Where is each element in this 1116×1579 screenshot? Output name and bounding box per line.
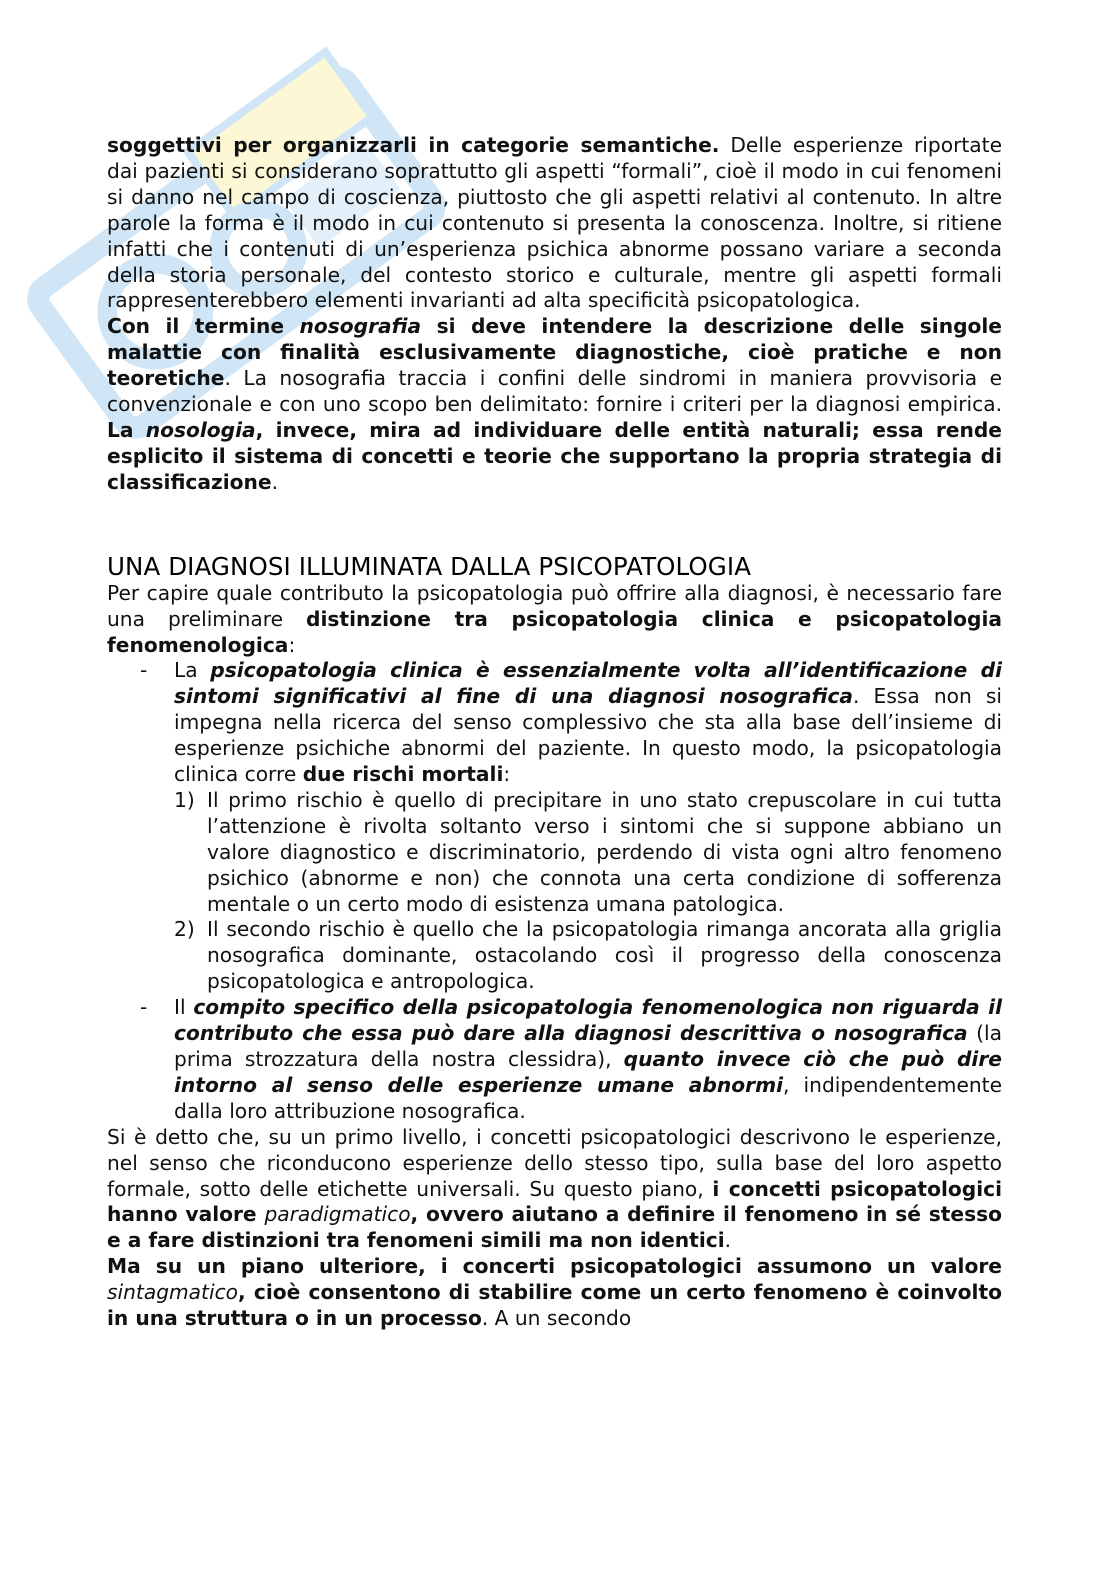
- paragraph-valore-paradigmatico: Si è detto che, su un primo livello, i concetti psicopatologici descrivono le esperienze, nel senso che riconducono esperienze dello stesso tipo, sulla base del loro aspetto formale, sotto delle etichette universali. Su questo piano, i concetti psicopatologici hanno valore paradigmatico, ovvero aiutano a definire il fenomeno in sé stesso e a fare distinzioni tra fenomeni simili ma non identici.: [107, 1124, 1002, 1253]
- list-item-text: Il primo rischio è quello di precipitare in uno stato crepuscolare in cui tutta l’attenzione è rivolta soltanto verso i sintomi che si suppone abbiano un valore diagnostico e discriminatorio, perdendo di vista ogni altro fenomeno psichico (abnorme e non) che connota una certa condizione di sofferenza mentale o un certo modo di esistenza umana patologica.: [207, 787, 1002, 916]
- list-marker: -: [140, 658, 148, 683]
- paragraph-nosografia-nosologia: Con il termine nosografia si deve intendere la descrizione delle singole malattie con finalità esclusivamente diagnostiche, cioè pratiche e non teoretiche. La nosografia traccia i confini delle sindromi in maniera provvisoria e convenzionale e con uno scopo ben delimitato: fornire i criteri per la diagnosi empirica. La nosologia, invece, mira ad individuare delle entità naturali; essa rende esplicito il sistema di concetti e teorie che supportano la propria strategia di classificazione.: [107, 314, 1002, 494]
- list-item-secondo-rischio: [174, 917, 1002, 995]
- paragraph-forma-contenuto: soggettivi per organizzarli in categorie semantiche. Delle esperienze riportate dai pazienti si considerano soprattutto gli aspetti “formali”, cioè il modo in cui fenomeni si danno nel campo di coscienza, piuttosto che gli aspetti relativi al contenuto. In altre parole la forma è il modo in cui contenuto si presenta la conoscenza. Inoltre, si ritiene infatti che i contenuti di un’esperienza psichica abnorme possano variare a seconda della storia personale, del contesto storico e culturale, mentre gli aspetti formali rappresenterebbero elementi invarianti ad alta specificità psicopatologica.: [107, 133, 1002, 313]
- list-item-text: Il compito specifico della psicopatologia fenomenologica non riguarda il contributo che essa può dare alla diagnosi descrittiva o nosografica (la prima strozzatura della nostra clessidra), quanto invece ciò che può dire intorno al senso delle esperienze umane abnormi, indipendentemente dalla loro attribuzione nosografica.: [174, 995, 1002, 1123]
- list-marker: -: [140, 995, 148, 1020]
- list-marker: 1): [174, 787, 195, 812]
- list-marker: 2): [174, 917, 195, 942]
- paragraph-distinzione: Per capire quale contributo la psicopatologia può offrire alla diagnosi, è necessario fare una preliminare distinzione tra psicopatologia clinica e psicopatologia fenomenologica:: [107, 580, 1002, 657]
- dash-list: [107, 658, 1002, 1124]
- list-item-primo-rischio: [174, 788, 1002, 918]
- list-item-psicopatologia-fenomenologica: [107, 995, 1002, 1125]
- document-body: [107, 133, 1002, 1332]
- paragraph-valore-sintagmatico: Ma su un piano ulteriore, i concerti psicopatologici assumono un valore sintagmatico, cioè consentono di stabilire come un certo fenomeno è coinvolto in una struttura o in un processo. A un secondo: [107, 1254, 1002, 1331]
- section-heading: UNA DIAGNOSI ILLUMINATA DALLA PSICOPATOLOGIA: [107, 551, 752, 581]
- list-item-text: Il secondo rischio è quello che la psicopatologia rimanga ancorata alla griglia nosografica dominante, ostacolando così il progresso della conoscenza psicopatologica e antropologica.: [207, 917, 1002, 994]
- list-item-psicopatologia-clinica: [107, 658, 1002, 995]
- numbered-list: [174, 788, 1002, 995]
- list-item-text: La psicopatologia clinica è essenzialmente volta all’identificazione di sintomi significativi al fine di una diagnosi nosografica. Essa non si impegna nella ricerca del senso complessivo che sta alla base dell’insieme di esperienze psichiche abnormi del paziente. In questo modo, la psicopatologia clinica corre due rischi mortali:: [174, 658, 1002, 787]
